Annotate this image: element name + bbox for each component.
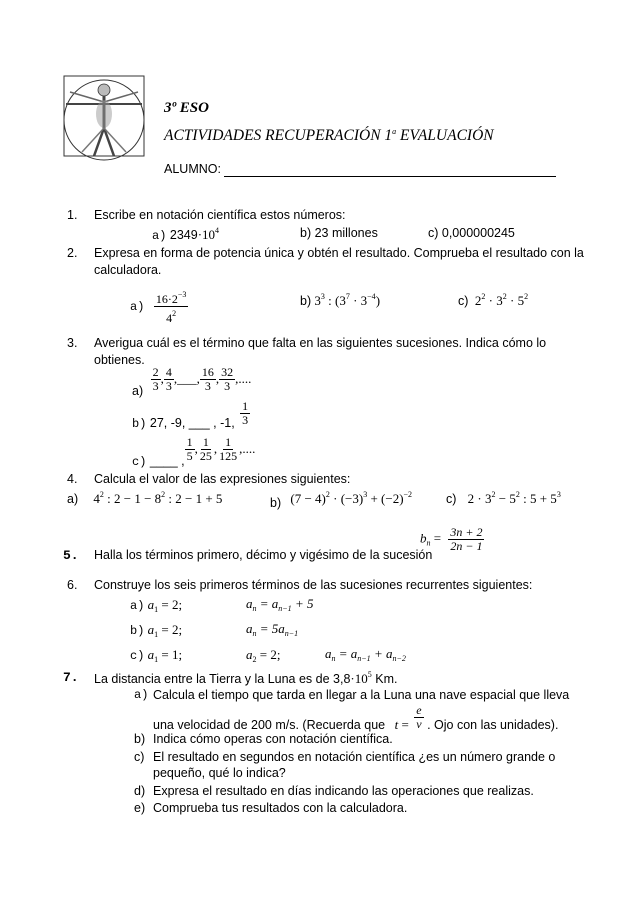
q6-a-recurrence: $a_n = a_{n-1} + 5$	[246, 596, 314, 613]
q3-statement-line1: Averigua cuál es el término que falta en las siguientes sucesiones. Indica cómo lo	[94, 336, 547, 350]
q4-a: a) $4^2$ : $2 - 1 - 8^2$ : 2 − 1 + 5	[67, 490, 223, 506]
q6-c-second-init: $a_2 = 2$;	[246, 647, 281, 664]
q3-c: c) ____ , $\frac{1}{5}$ , $\frac{1}{25}$ , $\frac{1}{125}$ ,....	[132, 435, 256, 469]
q7-b-label: b)	[134, 732, 146, 746]
q2-statement-line2: calculadora.	[94, 263, 162, 277]
q7-d-text: Expresa el resultado en días indicando las operaciones que realizas.	[153, 784, 534, 798]
q6-b-recurrence: $a_n = 5a_{n-1}$	[246, 621, 299, 638]
course-heading: 3º ESO	[164, 100, 209, 116]
q1-statement: Escribe en notación científica estos números:	[94, 208, 346, 222]
q3-statement-line2: obtienes.	[94, 353, 145, 367]
q2-c: c) $2^2 \cdot 3^2 \cdot 5^2$	[458, 292, 529, 308]
document-title: ACTIVIDADES RECUPERACIÓN 1$^a$ EVALUACIÓN	[164, 127, 494, 144]
q7-a-label: a)	[134, 688, 149, 702]
q4-b: b) $(7 - 4)^2 \cdot (-3)^3 + (-2)^{-2}$	[270, 490, 413, 510]
q5-number: 5.	[63, 548, 79, 563]
q2-b: b) $3^3$ : $(3^7 \cdot 3^{-4})$	[300, 292, 381, 308]
q6-c: c) $a_1 = 1$;	[130, 647, 183, 664]
q6-statement: Construye los seis primeros términos de las sucesiones recurrentes siguientes:	[94, 578, 533, 592]
q1-a: a) $2349\cdot 10^4$	[152, 226, 220, 243]
student-name-label: ALUMNO:	[164, 162, 221, 176]
q7-e-text: Comprueba tus resultados con la calculadora.	[153, 801, 408, 815]
q7-statement: La distancia entre la Tierra y la Luna es de $3,8\cdot 10^5$ Km.	[94, 670, 398, 686]
q3-b: b) 27, -9, ___ , -1, $\frac{1}{3}$	[132, 399, 249, 431]
q7-c-line2: pequeño, qué lo indica?	[153, 766, 286, 780]
q1-c: c) 0,000000245	[428, 226, 515, 240]
q7-c-label: c)	[134, 750, 145, 764]
q1-number: 1.	[67, 208, 78, 222]
vitruvian-logo	[58, 70, 150, 162]
q7-number: 7.	[63, 670, 79, 685]
q7-a-line1: Calcula el tiempo que tarda en llegar a la Luna una nave espacial que lleva	[153, 688, 570, 702]
q5-statement: Halla los términos primero, décimo y vigésimo de la sucesión	[94, 548, 433, 562]
q3-number: 3.	[67, 336, 78, 350]
q7-b-text: Indica cómo operas con notación científica.	[153, 732, 393, 746]
q1-b: b) 23 millones	[300, 226, 378, 240]
q2-a: a) $\frac{16\cdot 2^{-3}}{4^2}$	[130, 290, 187, 325]
q7-a-line2: una velocidad de 200 m/s. (Recuerda que t = $\frac{e}{v}$ . Ojo con las unidades).	[153, 703, 559, 732]
q7-e-label: e)	[134, 801, 146, 815]
q6-a: a) $a_1 = 2$;	[130, 597, 183, 614]
q4-number: 4.	[67, 472, 78, 486]
q4-c: c) $2 \cdot 3^2 - 5^2$ : $5 + 5^3$	[446, 490, 561, 506]
student-name-line[interactable]	[224, 176, 556, 177]
q7-d-label: d)	[134, 784, 146, 798]
q7-c-line1: El resultado en segundos en notación científica ¿es un número grande o	[153, 750, 556, 764]
q6-number: 6.	[67, 578, 78, 592]
q3-a: a) $\frac{2}{3}$ , $\frac{4}{3}$ ,___, $\frac{16}{3}$ , $\frac{32}{3}$ ,....	[132, 365, 252, 398]
q5-formula: $b_n$ = $\frac{3n + 2}{2n - 1}$	[420, 525, 483, 553]
q2-number: 2.	[67, 246, 78, 260]
q6-c-recurrence: $a_n = a_{n-1} + a_{n-2}$	[325, 646, 406, 663]
q4-statement: Calcula el valor de las expresiones siguientes:	[94, 472, 351, 486]
q2-statement-line1: Expresa en forma de potencia única y obtén el resultado. Comprueba el resultado con la	[94, 246, 584, 260]
q6-b: b) $a_1 = 2$;	[130, 622, 183, 639]
